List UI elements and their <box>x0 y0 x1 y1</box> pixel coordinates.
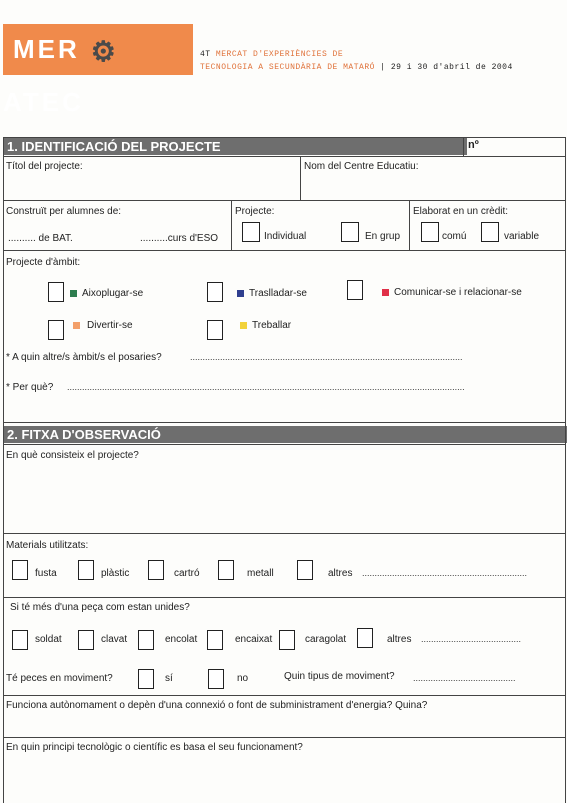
header-line-2: TECNOLOGIA A SECUNDÀRIA DE MATARÓ | 29 i 30 d'abril de 2004 <box>200 63 513 72</box>
ambit-color-divertir <box>73 322 80 329</box>
grup-label: En grup <box>365 231 401 242</box>
moviment-label: Té peces en moviment? <box>6 673 113 684</box>
eso-field[interactable]: ..........curs d'ESO <box>140 233 219 244</box>
ambit-label-divertir: Divertir-se <box>87 320 133 331</box>
unio-altres-field[interactable]: ........................................ <box>421 634 522 644</box>
principi-label: En quin principi tecnològic o científic es basa el seu funcionament? <box>6 742 303 753</box>
altres-ambits-label: * A quin altre/s àmbit/s el posaries? <box>6 352 162 363</box>
grup-checkbox[interactable] <box>341 222 359 242</box>
section-title-fitxa: 2. FITXA D'OBSERVACIÓ <box>3 426 567 443</box>
material-label-altres: altres <box>328 568 353 579</box>
material-label-fusta: fusta <box>35 568 57 579</box>
ambit-checkbox-divertir[interactable] <box>48 320 64 340</box>
bat-field[interactable]: .......... de BAT. <box>8 233 73 244</box>
moviment-si-checkbox[interactable] <box>138 669 154 689</box>
ambit-label-comunicar: Comunicar-se i relacionar-se <box>394 287 522 298</box>
credit-label: Elaborat en un crèdit: <box>413 206 509 217</box>
unio-label-altres: altres <box>387 634 412 645</box>
per-que-field[interactable]: ............................................................................................................................................................... <box>67 382 465 392</box>
ambit-checkbox-aixoplugar[interactable] <box>48 282 64 302</box>
comu-label: comú <box>442 231 467 242</box>
consisteix-label: En què consisteix el projecte? <box>6 450 139 461</box>
ambit-label: Projecte d'àmbit: <box>6 257 81 268</box>
ambit-checkbox-traslladar[interactable] <box>207 282 223 302</box>
number-label: nº <box>468 139 479 151</box>
individual-checkbox[interactable] <box>242 222 260 242</box>
unio-checkbox-clavat[interactable] <box>78 630 94 650</box>
moviment-no-label: no <box>237 673 249 684</box>
material-altres-field[interactable]: .................................................................. <box>362 568 528 578</box>
unio-checkbox-soldat[interactable] <box>12 630 28 650</box>
mercatec-logo: MER ⚙ATEC <box>3 24 193 75</box>
projecte-label: Projecte: <box>235 206 275 217</box>
material-label-cartro: cartró <box>174 568 200 579</box>
unio-label-caragolat: caragolat <box>305 634 347 645</box>
unio-checkbox-encolat[interactable] <box>138 630 154 650</box>
variable-label: variable <box>504 231 540 242</box>
ambit-label-traslladar: Traslladar-se <box>249 288 307 299</box>
ambit-color-traslladar <box>237 290 244 297</box>
material-checkbox-cartro[interactable] <box>148 560 164 580</box>
moviment-si-label: sí <box>165 673 173 684</box>
titol-label: Títol del projecte: <box>6 161 83 172</box>
unio-label-encaixat: encaixat <box>235 634 273 645</box>
unio-checkbox-caragolat[interactable] <box>279 630 295 650</box>
ambit-label-treballar: Treballar <box>252 320 292 331</box>
unio-checkbox-encaixat[interactable] <box>207 630 223 650</box>
material-checkbox-fusta[interactable] <box>12 560 28 580</box>
individual-label: Individual <box>264 231 307 242</box>
ambit-label-aixoplugar: Aixoplugar-se <box>82 288 144 299</box>
ambit-color-aixoplugar <box>70 290 77 297</box>
wrench-gear-icon: ⚙ <box>90 35 119 67</box>
moviment-no-checkbox[interactable] <box>208 669 224 689</box>
tipus-moviment-label: Quin tipus de moviment? <box>284 671 395 682</box>
unio-checkbox-altres[interactable] <box>357 628 373 648</box>
per-que-label: * Per què? <box>6 382 54 393</box>
material-checkbox-plastic[interactable] <box>78 560 94 580</box>
unides-label: Si té més d'una peça com estan unides? <box>10 602 190 613</box>
construit-label: Construït per alumnes de: <box>6 206 122 217</box>
comu-checkbox[interactable] <box>421 222 439 242</box>
header-line-1: 4T MERCAT D'EXPERIÈNCIES DE <box>200 50 344 59</box>
unio-label-clavat: clavat <box>101 634 128 645</box>
material-label-metall: metall <box>247 568 274 579</box>
unio-label-encolat: encolat <box>165 634 198 645</box>
variable-checkbox[interactable] <box>481 222 499 242</box>
ambit-color-comunicar <box>382 289 389 296</box>
materials-label: Materials utilitzats: <box>6 540 89 551</box>
tipus-moviment-field[interactable]: ......................................... <box>413 673 516 683</box>
material-checkbox-metall[interactable] <box>218 560 234 580</box>
ambit-color-treballar <box>240 322 247 329</box>
section-title-identificacio: 1. IDENTIFICACIÓ DEL PROJECTE <box>3 138 467 155</box>
ambit-checkbox-treballar[interactable] <box>207 320 223 340</box>
unio-label-soldat: soldat <box>35 634 62 645</box>
material-label-plastic: plàstic <box>101 568 130 579</box>
ambit-checkbox-comunicar[interactable] <box>347 280 363 300</box>
autonom-label: Funciona autònomament o depèn d'una connexió o font de subministrament d'energia? Quina? <box>6 700 428 711</box>
centre-label: Nom del Centre Educatiu: <box>304 161 419 172</box>
material-checkbox-altres[interactable] <box>297 560 313 580</box>
altres-ambits-field[interactable]: ............................................................................................................. <box>190 352 463 362</box>
